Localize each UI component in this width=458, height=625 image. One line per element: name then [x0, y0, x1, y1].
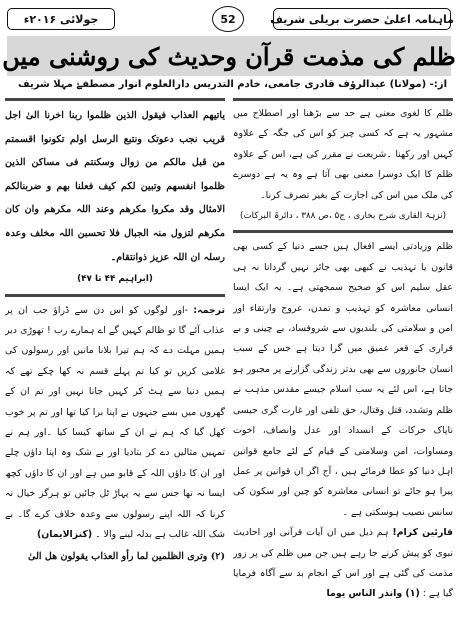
issue-date: جولائی ۲۰۱۶ء: [7, 8, 115, 30]
arabic-verse-2: (۲) وتری الظلمین لما رأو العذاب یقولون ھل الیٰ: [27, 551, 225, 563]
readers-text: ہم ذیل میں ان آیات قرآنی اور احادیث نبوی کو پیش کرنے جا رہے ہیں جن میں ظلم کی پر زور مذمت کی گئی ہے اور اس کے انجام بد سے آگاہ فرمایا گیا ہے :: [233, 527, 453, 600]
paragraph-definition: ظلم کا لغوی معنی ہے حد سے بڑھنا اور اصطلاح میں مشہور یہ ہے کہ کسی چیز کو اس کی جگہ کے علاوہ کہیں اور رکھنا ۔شریعت نے مقرر کی ہے، اس کے علاوہ ظلم کا ایک دوسرا معنی بھی آتا ہے وہ یہ ہے دوسرے کی ملک میں اس کی اجازت کے بغیر تصرف کرنا۔: [233, 108, 453, 201]
column-divider: [5, 98, 225, 101]
verse-reference: (ابراہیم ۴۴ تا ۴۷): [77, 274, 153, 285]
paragraph-oppression: ظلم وزیادتی ایسے افعال ہیں جسے دنیا کے کسی بھی قانون یا تہذیب نے کبھی بھی جائز نہیں گردانا نہ ہی عقل سلیم اس کو صحیح سمجھتی ہے۔ یہ ایک ایسا انسانی معاشرہ کو تہذیب و تمدن، عروج وارتقاء اور امن و سلامتی کی بلندیوں سے شروفساد، بے چینی و بے قراری کے قعر عمیق میں گرا دیتا ہے جس کے سبب انسان جانوروں سے بھی بدتر زندگی گزارنے پر مجبور ہو جاتا ہے، اس لئے یہ سب اسلام جیسے مقدس مذہب نے ظلم وتشدد، قتل وقتال، حق تلفی اور غارت گری جیسی ناپاک حرکات کے انسداد اور عدل وانصاف، اخوت ومساوات، امن وسلامتی کے قیام کے لئے جامع قوانین اہل دنیا کو عطا فرمائے ہیں ، آج اگر ان قوانین پر عمل پیرا ہو جائے تو انسانی معاشرہ کو چین اور سکون کی سانس نصیب ہوسکتی ہے ۔: [233, 241, 453, 518]
translation-source: (کنزالایمان): [36, 529, 93, 541]
page-header: [5, 4, 453, 34]
translation-label: ترجمہ:: [193, 304, 225, 316]
reference-citation: (نزہۃ القاری شرح بخاری ، ج۵ ،ص ۳۸۸ ، دائرۃ البرکات): [239, 211, 447, 222]
translation-paragraph: [5, 301, 225, 546]
article-author: از:- (مولانا) عبدالرؤف قادری جامعی، خادم التدریس دارالعلوم انوار مصطفےٰ مہلا شریف: [18, 79, 447, 90]
verse-start: (۱) وانذر الناس یوما: [326, 588, 420, 600]
article-title: ظلم کی مذمت قرآن وحدیث کی روشنی میں: [7, 36, 451, 76]
right-column: [233, 98, 453, 619]
paragraph-readers: [233, 523, 453, 605]
translation-text: -اور لوگوں کو اس دن سے ڈراؤ جب ان پر عذاب آئے گا تو ظالم کہیں گے اے ہمارے رب ! تھوڑی دیر ہمیں مہلت دے کہ ہم تیرا بلانا مانیں اور رسولوں کی غلامی کریں تو کیا تم پہلے قسم نہ کھا چکے تھے کہ ہمیں دنیا سے ہٹ کر کہیں جانا نہیں اور تم ان کے گھروں میں بسے جنہوں نے اپنا برا کیا تھا اور تم پر خوب کھل گیا کہ ہم نے ان کے ساتھ کیسا کیا ۔اور ہم نے تمہیں مثالیں دے کر بتادیا اور بے شک وہ اپنا داؤں چلے اور ان کا داؤں اللہ کے قابو میں ہے اور ان کا داؤں کچھ ایسا نہ تھا جس سے یہ پہاڑ ٹل جائیں تو ہرگز خیال نہ کرنا کہ اللہ اپنے رسولوں سے وعدہ خلاف کرے گا۔ بے شک اللہ غالب ہے بدلہ لینے والا ۔: [5, 304, 225, 541]
magazine-name: ماہنامہ اعلیٰ حضرت بریلی شریف: [273, 8, 451, 30]
section-divider: [233, 230, 453, 233]
left-column: [5, 98, 225, 619]
readers-label: قارئین کرام!: [392, 527, 453, 539]
column-divider: [233, 98, 453, 101]
page-number: 52: [212, 6, 244, 32]
arabic-verse-1: یاتیھم العذاب فیقول الذین ظلموا ربنا اخرنا الیٰ اجل قریب نجب دعوتک ونتبع الرسل اولم تکونوا اقسمتم من قبل مالکم من زوال وسکنتم فی مساکن الذین ظلموا انفسھم وتبین لکم کیف فعلنا بھم و ضربنالکم الامثال وقد مکروا مکرھم وعند اللہ مکرھم وان کان مکرھم لتزول منہ الجبال فلا تحسبن اللہ مخلف وعدہ رسلہ ان اللہ عزیز ذوانتقام۔: [5, 110, 225, 263]
article-columns: [5, 98, 453, 619]
section-divider: [5, 294, 225, 297]
